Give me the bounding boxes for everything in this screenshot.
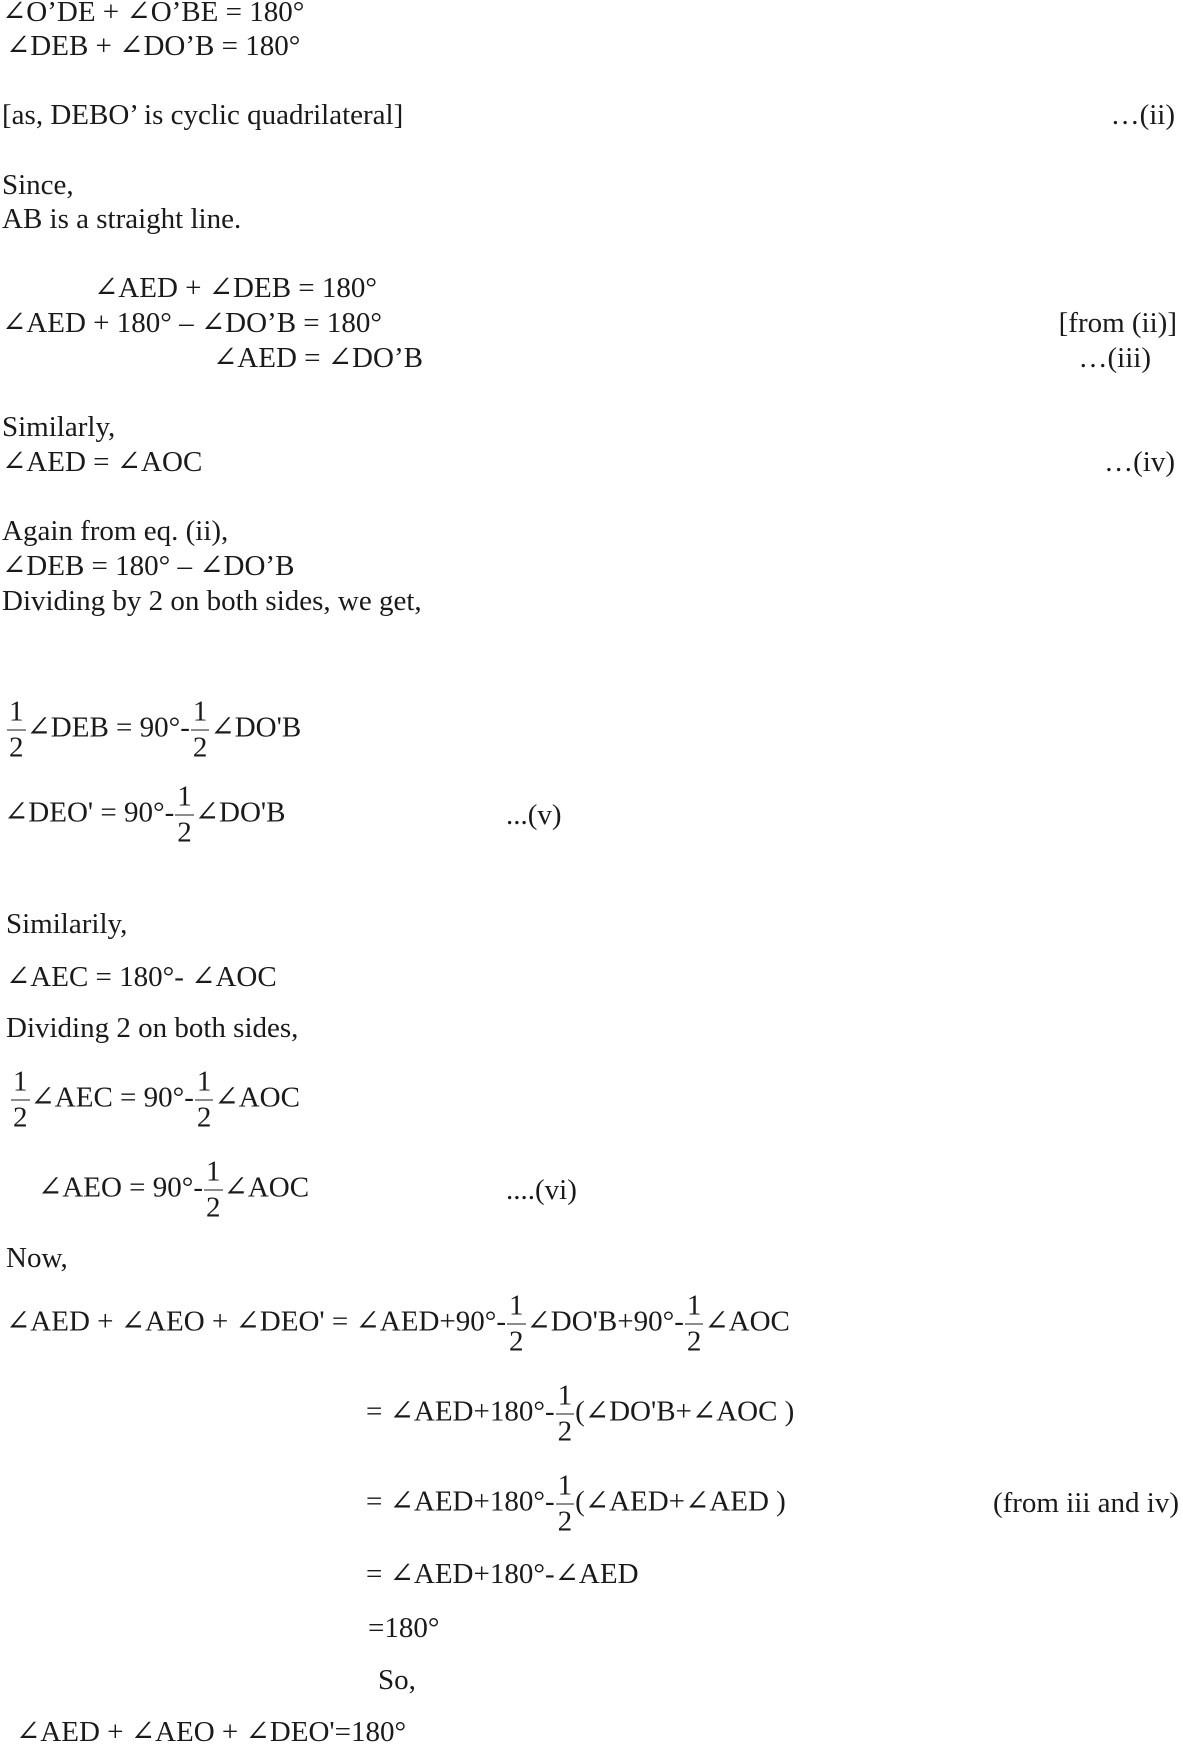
fraction-denominator: 2 (686, 1325, 702, 1358)
equation-tag: ....(vi) (506, 1174, 577, 1206)
fraction-equation (6, 1289, 790, 1358)
text-line: Similarily, (6, 908, 128, 940)
equation-text: ∠DO'B (194, 796, 286, 829)
equation-text: ∠AOC (704, 1305, 790, 1338)
equation-tag: (from iii and iv) (992, 1487, 1179, 1519)
fraction-numerator: 1 (7, 698, 26, 731)
equation-line: =180° (368, 1612, 440, 1644)
text-line: [as, DEBO’ is cyclic quadrilateral] (2, 99, 404, 131)
equation-text: = ∠AED+180°- (366, 1395, 555, 1428)
equation-line: ∠AEC = 180°- ∠AOC (6, 961, 277, 993)
equation-text: ∠AOC (214, 1081, 300, 1114)
equation-line: = ∠AED+180°-∠AED (366, 1558, 639, 1590)
equation-text: = ∠AED+180°- (366, 1485, 555, 1518)
fraction-denominator: 2 (557, 1505, 573, 1538)
text-line: Since, (2, 169, 74, 201)
fraction-equation (4, 780, 286, 849)
text-line: So, (378, 1664, 416, 1696)
fraction (507, 1289, 526, 1358)
equation-line: ∠DEB + ∠DO’B = 180° (6, 30, 301, 62)
fraction (685, 1289, 704, 1358)
equation-line: ∠AED = ∠AOC (2, 446, 203, 478)
fraction (204, 1155, 223, 1224)
text-line: Dividing 2 on both sides, (6, 1012, 299, 1044)
fraction-numerator: 1 (175, 783, 194, 816)
fraction-numerator: 1 (556, 1382, 575, 1415)
fraction-numerator: 1 (195, 1068, 214, 1101)
fraction-denominator: 2 (509, 1325, 524, 1358)
equation-text: ∠DEO' = 90°- (4, 796, 175, 829)
text-line: Similarly, (2, 411, 116, 443)
equation-text: ∠DEB = 90°- (26, 711, 190, 744)
equation-text: ∠AEC = 90°- (30, 1081, 194, 1114)
equation-line: ∠O’DE + ∠O’BE = 180° (2, 0, 305, 28)
equation-line: ∠AED + ∠DEB = 180° (94, 272, 378, 304)
fraction-numerator: 1 (11, 1068, 30, 1101)
fraction-equation (6, 695, 302, 764)
equation-tag: [from (ii)] (1058, 307, 1177, 339)
fraction-denominator: 2 (557, 1415, 573, 1448)
text-line: Again from eq. (ii), (2, 515, 229, 547)
fraction (11, 1065, 30, 1134)
fraction (7, 695, 26, 764)
fraction (191, 695, 210, 764)
fraction (175, 780, 194, 849)
fraction-denominator: 2 (9, 731, 24, 764)
fraction-denominator: 2 (206, 1191, 221, 1224)
fraction-numerator: 1 (191, 698, 210, 731)
equation-tag: …(ii) (1110, 99, 1175, 131)
fraction (556, 1469, 575, 1538)
fraction-numerator: 1 (507, 1292, 526, 1325)
equation-text: ∠AOC (223, 1171, 310, 1204)
equation-text: ∠DO'B (210, 711, 302, 744)
text-line: AB is a straight line. (2, 203, 242, 235)
equation-line: ∠AED + 180° – ∠DO’B = 180° (2, 307, 382, 339)
fraction-denominator: 2 (177, 816, 192, 849)
equation-text: ∠AED + ∠AEO + ∠DEO' = ∠AED+90°- (6, 1305, 506, 1338)
fraction-numerator: 1 (556, 1472, 575, 1505)
equation-text: (∠DO'B+∠AOC ) (575, 1395, 795, 1428)
equation-tag: …(iv) (1104, 446, 1175, 478)
equation-text: ∠DO'B+90°- (526, 1305, 684, 1338)
fraction-denominator: 2 (196, 1101, 212, 1134)
fraction-equation (10, 1065, 300, 1134)
equation-tag: ...(v) (506, 799, 562, 831)
equation-tag: …(iii) (1078, 342, 1151, 374)
equation-text: (∠AED+∠AED ) (575, 1485, 786, 1518)
fraction-numerator: 1 (204, 1158, 223, 1191)
fraction-denominator: 2 (192, 731, 208, 764)
equation-text: ∠AEO = 90°- (38, 1171, 204, 1204)
fraction-equation (366, 1469, 786, 1538)
equation-line: ∠AED = ∠DO’B (213, 342, 423, 374)
text-line: Dividing by 2 on both sides, we get, (2, 585, 422, 617)
fraction (195, 1065, 214, 1134)
equation-line: ∠AED + ∠AEO + ∠DEO'=180° (16, 1716, 407, 1748)
fraction-equation (38, 1155, 310, 1224)
equation-line: ∠DEB = 180° – ∠DO’B (2, 550, 295, 582)
fraction (556, 1379, 575, 1448)
text-line: Now, (6, 1242, 68, 1274)
fraction-denominator: 2 (13, 1101, 28, 1134)
fraction-numerator: 1 (685, 1292, 704, 1325)
fraction-equation (366, 1379, 795, 1448)
